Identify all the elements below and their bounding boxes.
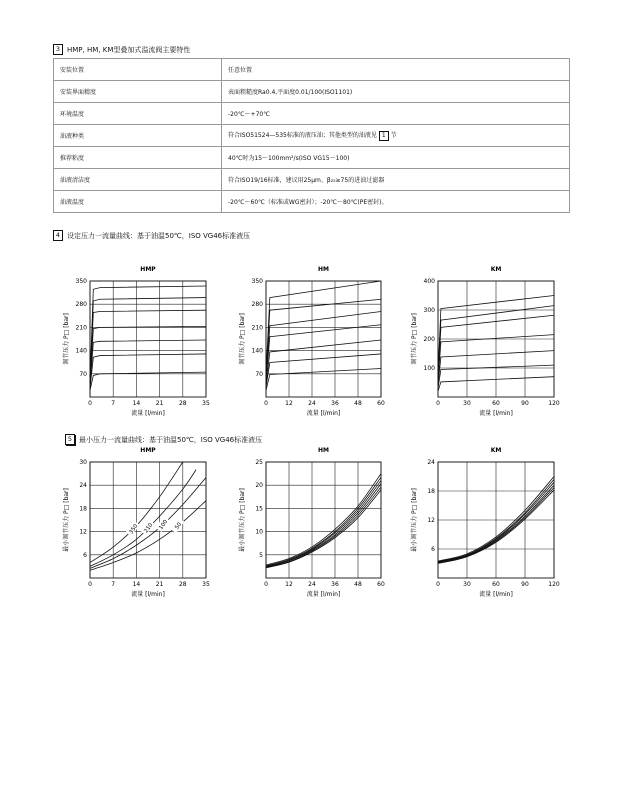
row-value	[222, 169, 570, 191]
row-label: 推荐粘度	[54, 147, 222, 169]
row-value-text: -20℃～+70℃	[228, 111, 270, 118]
chart-title: HMP	[140, 447, 156, 454]
x-tick-label: 60	[377, 400, 385, 407]
row-value	[222, 125, 570, 147]
section-4-heading	[53, 230, 250, 241]
spec-table	[53, 58, 570, 213]
x-tick-label: 30	[463, 400, 471, 407]
row-value-text: 符合ISO51524—535标准的液压油；其他类型的油液见	[228, 132, 377, 139]
x-tick-label: 21	[155, 581, 164, 588]
y-tick-label: 24	[427, 459, 435, 466]
x-tick-label: 120	[548, 581, 560, 588]
row-value	[222, 81, 570, 103]
y-tick-label: 12	[427, 517, 435, 524]
y-tick-label: 210	[251, 324, 263, 332]
y-tick-label: 12	[79, 528, 87, 536]
row-value-suffix: 节	[390, 132, 397, 139]
x-tick-label: 120	[548, 400, 560, 407]
section-reference-box: 1	[379, 131, 389, 141]
section-number: 3	[53, 44, 63, 55]
y-tick-label: 10	[255, 528, 263, 536]
chart-set-pressure-km	[398, 261, 566, 419]
x-tick-label: 12	[285, 581, 293, 588]
series-line-a	[266, 474, 381, 565]
curve-label: 100	[158, 518, 170, 532]
y-tick-label: 280	[251, 301, 263, 309]
y-tick-label: 6	[83, 551, 87, 559]
series-line-c	[266, 481, 381, 567]
x-tick-label: 12	[285, 400, 293, 407]
row-value-text: -20℃～60℃（标准或WG密封）；-20℃～80℃(PE密封)。	[228, 199, 388, 206]
row-value-text: 40℃时为15～100mm²/s(ISO VG15～100)	[228, 155, 350, 162]
chart-title: HM	[318, 447, 329, 454]
x-tick-label: 36	[331, 581, 339, 588]
row-label: 油液清洁度	[54, 169, 222, 191]
x-tick-label: 24	[308, 400, 316, 407]
chart-set-pressure-hm	[226, 261, 393, 419]
x-tick-label: 0	[88, 400, 92, 407]
row-value-text: 符合ISO19/16标准，建议用25μm、β₂₅≥75的进油过滤器	[228, 177, 385, 184]
chart-title: HMP	[140, 266, 156, 273]
table-row	[54, 125, 570, 147]
series-line-d	[266, 484, 381, 567]
x-tick-label: 36	[331, 400, 339, 407]
row-label: 油液种类	[54, 125, 222, 147]
y-tick-label: 140	[75, 347, 87, 355]
x-tick-label: 60	[492, 400, 500, 407]
x-tick-label: 60	[492, 581, 500, 588]
x-tick-label: 21	[155, 400, 164, 407]
table-row	[54, 191, 570, 213]
chart-svg	[398, 261, 566, 419]
y-tick-label: 18	[79, 505, 87, 513]
row-label: 油液温度	[54, 191, 222, 213]
x-tick-label: 0	[436, 581, 440, 588]
chart-svg	[50, 442, 218, 600]
row-label: 环境温度	[54, 103, 222, 125]
series-line-50	[90, 501, 206, 571]
y-tick-label: 140	[251, 347, 263, 355]
row-value	[222, 59, 570, 81]
y-axis-label: 最小调节压力 P□ [bar]	[239, 488, 246, 552]
y-tick-label: 200	[423, 336, 435, 343]
x-tick-label: 0	[88, 581, 92, 588]
y-tick-label: 18	[427, 488, 435, 495]
series-line-110	[266, 354, 381, 387]
row-value	[222, 103, 570, 125]
plot-frame	[266, 281, 381, 397]
curve-label: 350	[128, 523, 140, 536]
y-axis-label: 调节压力 P□ [bar]	[411, 313, 418, 365]
series-line-b	[266, 477, 381, 566]
curve-label: 50	[174, 521, 184, 531]
table-row	[54, 103, 570, 125]
x-tick-label: 35	[202, 400, 210, 407]
row-label: 安装界面精度	[54, 81, 222, 103]
chart-svg	[226, 442, 393, 600]
curve-label: 210	[143, 522, 155, 535]
x-tick-label: 14	[132, 581, 141, 588]
x-tick-label: 7	[111, 400, 116, 407]
y-tick-label: 20	[255, 482, 263, 490]
chart-min-pressure-hm	[226, 442, 393, 600]
chart-title: KM	[490, 266, 502, 273]
row-value	[222, 191, 570, 213]
x-tick-label: 28	[178, 400, 187, 407]
x-tick-label: 35	[202, 581, 210, 588]
chart-min-pressure-hmp	[50, 442, 218, 600]
x-tick-label: 0	[436, 400, 440, 407]
section-3-heading	[53, 44, 190, 55]
row-value-text: 表面粗糙度Ra0.4,平面度0.01/100(ISO1101)	[228, 89, 353, 96]
plot-frame	[90, 462, 206, 578]
x-axis-label: 流量 [l/min]	[306, 591, 341, 598]
y-tick-label: 15	[255, 505, 263, 513]
series-line-70	[90, 372, 206, 390]
table-row	[54, 147, 570, 169]
x-tick-label: 7	[111, 581, 116, 588]
y-tick-label: 100	[423, 365, 435, 372]
x-axis-label: 流量 [l/min]	[479, 591, 513, 598]
x-tick-label: 48	[354, 400, 362, 407]
chart-title: KM	[490, 447, 502, 454]
series-line-280	[266, 299, 381, 377]
y-axis-label: 最小调节压力 P□ [bar]	[411, 488, 418, 552]
row-value-text: 任意位置	[228, 67, 253, 74]
section-title: 设定压力一流量曲线：基于油温50℃，ISO VG46标准液压	[67, 231, 251, 240]
y-tick-label: 350	[251, 278, 263, 285]
x-axis-label: 流量 [l/min]	[306, 410, 341, 417]
y-tick-label: 5	[259, 551, 263, 559]
series-line-170	[90, 340, 206, 387]
x-tick-label: 0	[264, 581, 268, 588]
section-number: 4	[53, 230, 63, 241]
y-axis-label: 最小调节压力 P□ [bar]	[63, 488, 70, 552]
x-tick-label: 30	[463, 581, 471, 588]
y-tick-label: 300	[423, 307, 435, 314]
x-tick-label: 48	[354, 581, 362, 588]
section-number: 5	[65, 434, 75, 445]
table-row	[54, 169, 570, 191]
y-tick-label: 280	[75, 301, 87, 309]
section-title: HMP, HM, KM型叠加式溢流阀主要特性	[67, 45, 191, 54]
x-axis-label: 流量 [l/min]	[131, 591, 165, 598]
y-tick-label: 70	[255, 370, 263, 378]
series-line-140	[266, 340, 381, 385]
y-axis-label: 调节压力 P□ [bar]	[239, 313, 246, 365]
y-tick-label: 24	[79, 482, 87, 490]
x-axis-label: 流量 [l/min]	[131, 410, 165, 417]
table-row	[54, 81, 570, 103]
y-axis-label: 调节压力 P□ [bar]	[63, 313, 70, 365]
chart-min-pressure-km	[398, 442, 566, 600]
x-tick-label: 28	[178, 581, 187, 588]
table-row	[54, 59, 570, 81]
series-line-130	[90, 354, 206, 389]
row-value	[222, 147, 570, 169]
series-line-70	[266, 368, 381, 390]
x-tick-label: 0	[264, 400, 268, 407]
x-tick-label: 14	[132, 400, 141, 407]
y-tick-label: 400	[423, 278, 435, 285]
y-tick-label: 30	[79, 459, 87, 466]
y-tick-label: 25	[255, 459, 263, 466]
chart-set-pressure-hmp	[50, 261, 218, 419]
chart-svg	[226, 261, 393, 419]
y-tick-label: 350	[75, 278, 87, 285]
chart-title: HM	[318, 266, 329, 273]
x-tick-label: 90	[521, 400, 529, 407]
chart-svg	[398, 442, 566, 600]
series-line-350	[90, 286, 206, 380]
x-tick-label: 90	[521, 581, 529, 588]
series-line-210	[90, 326, 206, 385]
row-label: 安装位置	[54, 59, 222, 81]
section-title: 最小压力一流量曲线：基于油温50℃，ISO VG46标准液压	[79, 435, 263, 444]
x-tick-label: 60	[377, 581, 385, 588]
y-tick-label: 70	[79, 370, 87, 378]
x-axis-label: 流量 [l/min]	[479, 410, 513, 417]
chart-svg	[50, 261, 218, 419]
x-tick-label: 24	[308, 581, 316, 588]
y-tick-label: 6	[431, 546, 435, 553]
y-tick-label: 210	[75, 324, 87, 332]
